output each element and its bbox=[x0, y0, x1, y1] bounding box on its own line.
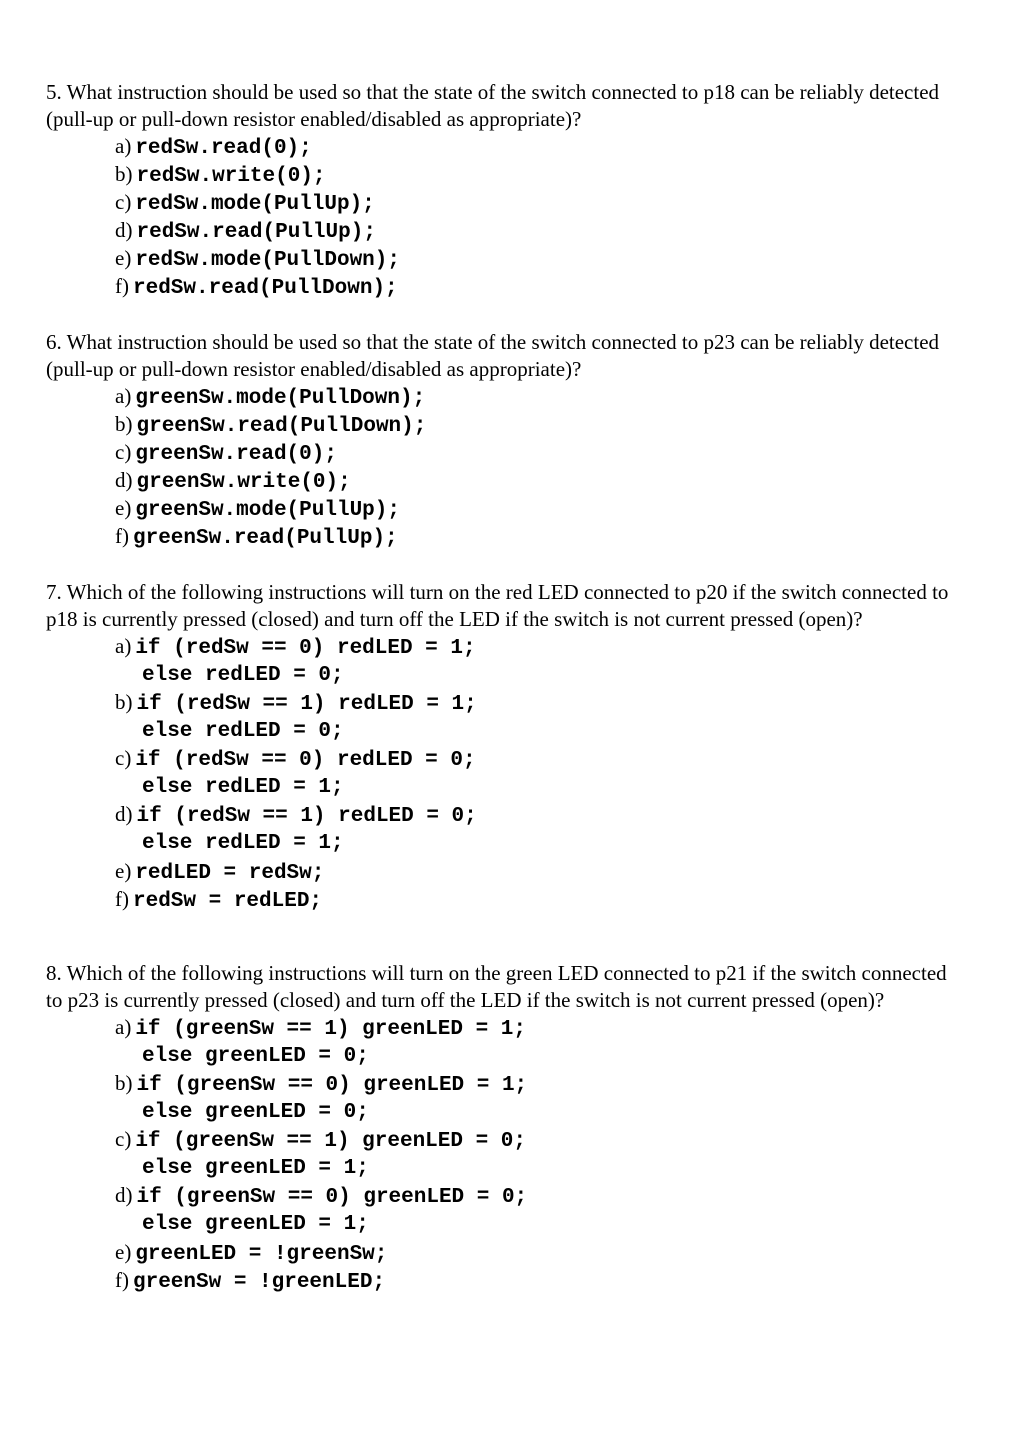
option-code: if (greenSw == 1) greenLED = 0; bbox=[135, 1129, 526, 1153]
option-code-continuation: else redLED = 1; bbox=[142, 775, 344, 799]
option-code: if (greenSw == 1) greenLED = 1; bbox=[135, 1017, 526, 1041]
option-code: greenSw.write(0); bbox=[136, 471, 351, 494]
option-label: c) bbox=[115, 1126, 132, 1151]
option-code: redLED = redSw; bbox=[135, 861, 325, 885]
option-e bbox=[115, 857, 966, 885]
option-label: a) bbox=[115, 384, 132, 408]
question-text: 5. What instruction should be used so that the state of the switch connected to p18 can be reliably detected (pull-up or pull-down resistor enabled/disabled as appropriate)? bbox=[46, 80, 940, 131]
option-c bbox=[115, 1126, 966, 1182]
option-f bbox=[115, 272, 966, 300]
option-label: a) bbox=[115, 633, 132, 658]
option-code: redSw.read(PullUp); bbox=[136, 221, 376, 244]
option-c bbox=[115, 188, 966, 216]
option-code-continuation: else greenLED = 0; bbox=[142, 1044, 369, 1068]
option-d bbox=[115, 466, 966, 494]
option-label: e) bbox=[115, 858, 132, 883]
option-code: redSw.read(0); bbox=[135, 137, 312, 160]
option-label: a) bbox=[115, 134, 132, 158]
option-a bbox=[115, 132, 966, 160]
option-code: if (redSw == 1) redLED = 1; bbox=[136, 692, 477, 716]
option-f bbox=[115, 885, 966, 913]
option-d bbox=[115, 1182, 966, 1238]
option-b bbox=[115, 1070, 966, 1126]
option-d bbox=[115, 801, 966, 857]
question-5 bbox=[46, 79, 966, 300]
option-code: if (greenSw == 0) greenLED = 1; bbox=[136, 1073, 528, 1097]
option-label: f) bbox=[115, 886, 129, 911]
option-label: c) bbox=[115, 745, 132, 770]
option-c bbox=[115, 745, 966, 801]
option-label: f) bbox=[115, 274, 129, 298]
option-code: redSw = redLED; bbox=[133, 889, 323, 913]
option-label: b) bbox=[115, 412, 133, 436]
question-6 bbox=[46, 329, 966, 550]
option-e bbox=[115, 1238, 966, 1266]
option-list bbox=[46, 633, 966, 913]
option-code: greenLED = !greenSw; bbox=[135, 1242, 388, 1266]
option-code-continuation: else redLED = 0; bbox=[142, 663, 344, 687]
option-code: greenSw = !greenLED; bbox=[133, 1270, 386, 1294]
option-label: b) bbox=[115, 1070, 133, 1095]
option-code: greenSw.mode(PullUp); bbox=[135, 499, 400, 522]
option-code: greenSw.mode(PullDown); bbox=[135, 387, 426, 410]
option-code-continuation: else greenLED = 0; bbox=[142, 1100, 369, 1124]
option-label: d) bbox=[115, 1182, 133, 1207]
option-list bbox=[46, 1014, 966, 1294]
option-code: if (redSw == 0) redLED = 1; bbox=[135, 636, 476, 660]
option-code: if (redSw == 0) redLED = 0; bbox=[135, 748, 476, 772]
question-text: 7. Which of the following instructions will turn on the red LED connected to p20 if the switch connected to p18 is currently pressed (closed) and turn off the LED if the switch is not current pressed (open)? bbox=[46, 580, 949, 631]
option-code: if (greenSw == 0) greenLED = 0; bbox=[136, 1185, 528, 1209]
option-label: a) bbox=[115, 1014, 132, 1039]
option-code-continuation: else redLED = 1; bbox=[142, 831, 344, 855]
option-list bbox=[46, 132, 966, 300]
option-a bbox=[115, 382, 966, 410]
option-code-continuation: else greenLED = 1; bbox=[142, 1212, 369, 1236]
option-label: d) bbox=[115, 801, 133, 826]
option-code: greenSw.read(PullDown); bbox=[136, 415, 427, 438]
option-code: if (redSw == 1) redLED = 0; bbox=[136, 804, 477, 828]
option-e bbox=[115, 244, 966, 272]
option-c bbox=[115, 438, 966, 466]
option-label: f) bbox=[115, 524, 129, 548]
option-f bbox=[115, 1266, 966, 1294]
option-b bbox=[115, 160, 966, 188]
option-code-continuation: else redLED = 0; bbox=[142, 719, 344, 743]
question-8 bbox=[46, 960, 966, 1294]
option-list bbox=[46, 382, 966, 550]
option-label: d) bbox=[115, 468, 133, 492]
option-label: e) bbox=[115, 496, 132, 520]
option-label: b) bbox=[115, 162, 133, 186]
option-code: redSw.read(PullDown); bbox=[133, 277, 398, 300]
option-label: c) bbox=[115, 440, 132, 464]
option-label: d) bbox=[115, 218, 133, 242]
option-code-continuation: else greenLED = 1; bbox=[142, 1156, 369, 1180]
option-code: greenSw.read(0); bbox=[135, 443, 337, 466]
option-label: b) bbox=[115, 689, 133, 714]
option-b bbox=[115, 410, 966, 438]
option-b bbox=[115, 689, 966, 745]
option-code: redSw.write(0); bbox=[136, 165, 326, 188]
question-text: 8. Which of the following instructions will turn on the green LED connected to p21 if the switch connected to p23 is currently pressed (closed) and turn off the LED if the switch is not current pressed (open)? bbox=[46, 961, 947, 1012]
option-label: f) bbox=[115, 1267, 129, 1292]
question-text: 6. What instruction should be used so that the state of the switch connected to p23 can be reliably detected (pull-up or pull-down resistor enabled/disabled as appropriate)? bbox=[46, 330, 940, 381]
option-f bbox=[115, 522, 966, 550]
option-d bbox=[115, 216, 966, 244]
option-code: redSw.mode(PullUp); bbox=[135, 193, 375, 216]
question-7 bbox=[46, 579, 966, 913]
option-label: e) bbox=[115, 1239, 132, 1264]
option-e bbox=[115, 494, 966, 522]
option-label: c) bbox=[115, 190, 132, 214]
option-label: e) bbox=[115, 246, 132, 270]
option-code: redSw.mode(PullDown); bbox=[135, 249, 400, 272]
option-a bbox=[115, 633, 966, 689]
option-code: greenSw.read(PullUp); bbox=[133, 527, 398, 550]
option-a bbox=[115, 1014, 966, 1070]
